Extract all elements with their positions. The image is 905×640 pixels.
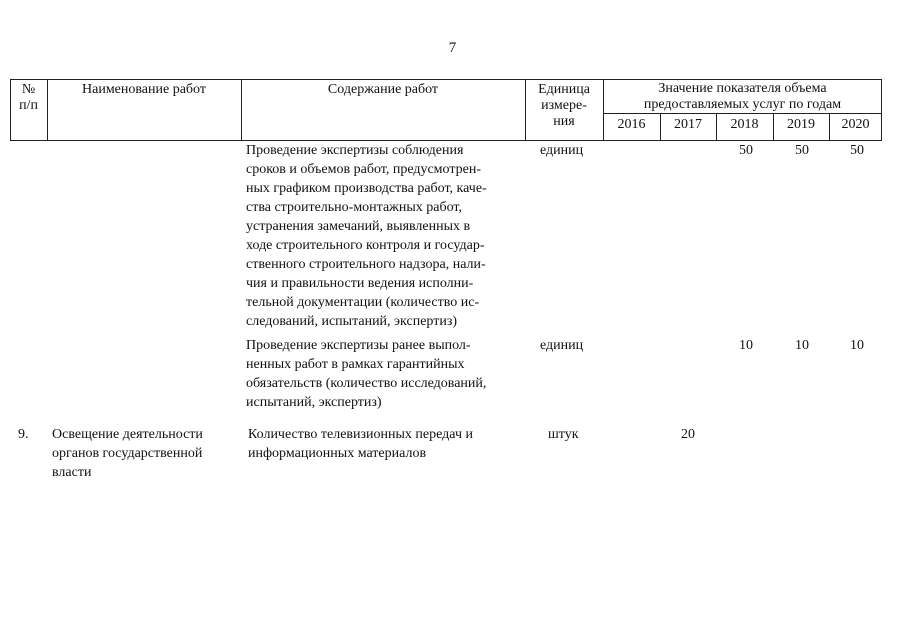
- row-value-2018: 10: [739, 338, 753, 353]
- row-content: Проведение экспертизы соблюдения сроков и объемов работ, предусмотрен- ных графиком производства работ, каче- ства строительно-монтажных работ, устранения замечаний, выявленных в ходе строительного контроля и государ- ственного строительного надзора, нали- чия и правильности ведения исполни- тельной документации (количество ис- следований, испытаний, экспертиз): [246, 143, 487, 329]
- row-content: Количество телевизионных передач и информационных материалов: [248, 427, 473, 461]
- row-value-2017: 20: [681, 427, 695, 442]
- header-divider: [603, 113, 882, 114]
- page-number: 7: [448, 40, 457, 56]
- header-year: 2019: [787, 117, 815, 132]
- row-name: Освещение деятельности органов государственной власти: [52, 427, 203, 480]
- row-content: Проведение экспертизы ранее выпол- ненных работ в рамках гарантийных обязательств (количество исследований, испытаний, экспертиз): [246, 338, 487, 410]
- row-value-2020: 10: [850, 338, 864, 353]
- header-unit: Единица измере- ния: [538, 82, 590, 129]
- row-number: 9.: [18, 427, 29, 442]
- header-values: Значение показателя объема предоставляемых услуг по годам: [643, 81, 842, 112]
- row-unit: штук: [548, 427, 579, 442]
- header-year: 2018: [730, 117, 759, 132]
- row-value-2019: 50: [795, 143, 809, 158]
- row-unit: единиц: [540, 338, 584, 353]
- header-year: 2016: [617, 117, 646, 132]
- row-value-2020: 50: [850, 143, 864, 158]
- row-unit: единиц: [540, 143, 584, 158]
- row-value-2018: 50: [739, 143, 753, 158]
- header-year: 2020: [841, 117, 870, 132]
- header-work-content: Содержание работ: [327, 82, 439, 97]
- header-number: № п/п: [19, 82, 38, 113]
- header-work-name: Наименование работ: [82, 82, 206, 97]
- row-value-2019: 10: [795, 338, 809, 353]
- header-year: 2017: [674, 117, 702, 132]
